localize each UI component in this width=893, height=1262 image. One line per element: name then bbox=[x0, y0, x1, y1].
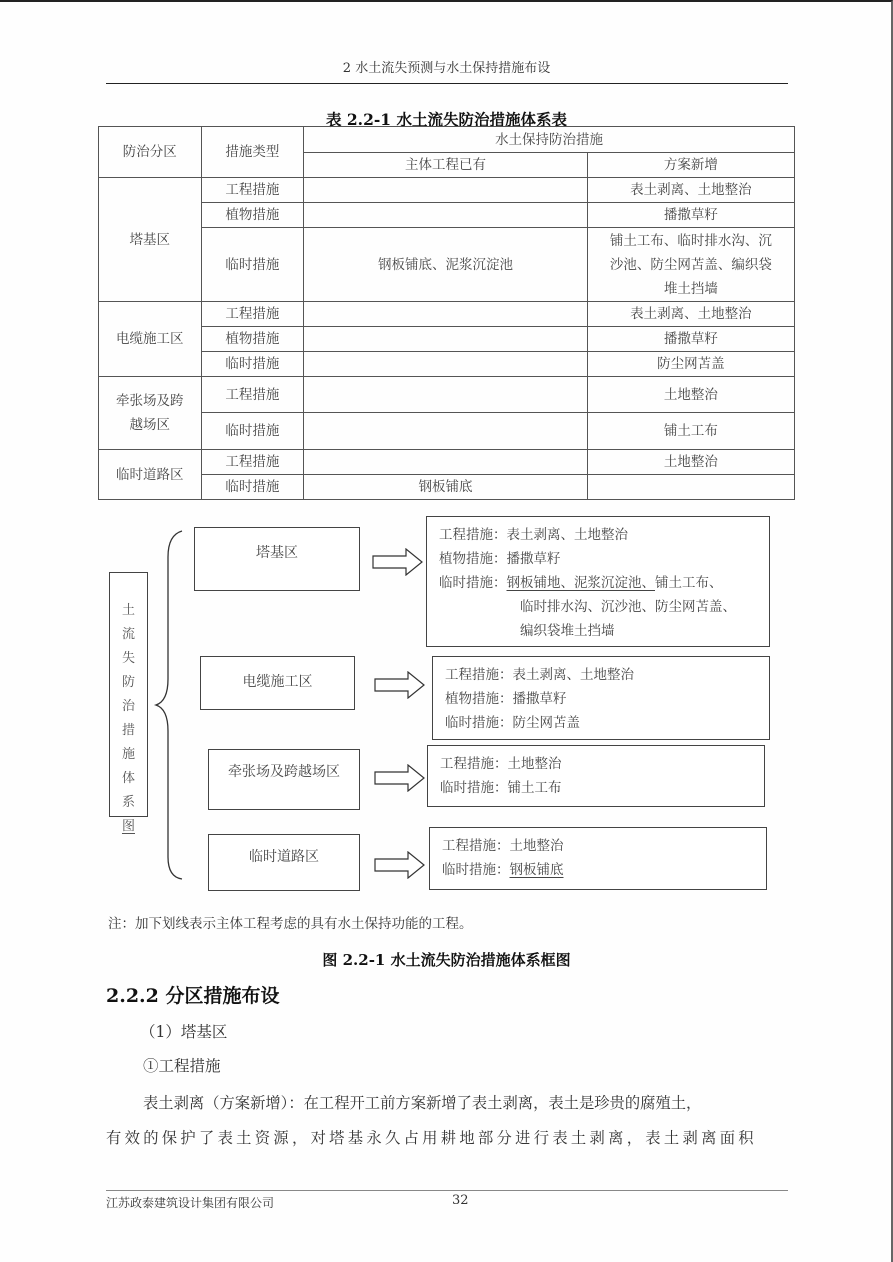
new-cell-line: 沙池、防尘网苫盖、编织袋 bbox=[609, 256, 772, 273]
footer-company: 江苏政泰建筑设计集团有限公司 bbox=[106, 1196, 275, 1210]
table-row bbox=[99, 327, 795, 352]
existing-cell bbox=[304, 413, 588, 450]
detail-box-road bbox=[429, 827, 767, 890]
zone-box-tension: 牵张场及跨越场区 bbox=[208, 749, 360, 810]
table-row bbox=[99, 450, 795, 475]
zone-cell: 临时道路区 bbox=[99, 450, 202, 500]
zone-box-road: 临时道路区 bbox=[208, 834, 360, 891]
existing-cell bbox=[304, 203, 588, 228]
zone-box-cable: 电缆施工区 bbox=[200, 656, 355, 710]
header-existing: 主体工程已有 bbox=[304, 153, 588, 178]
measure-label: 临时措施： bbox=[439, 575, 507, 591]
existing-cell bbox=[304, 302, 588, 327]
running-header: 2 水土流失预测与水土保持措施布设 bbox=[342, 61, 551, 76]
new-cell bbox=[587, 475, 794, 500]
type-cell: 临时措施 bbox=[201, 413, 304, 450]
new-cell: 土地整治 bbox=[587, 377, 794, 413]
footer-rule bbox=[106, 1190, 788, 1191]
detail-box-tension bbox=[427, 745, 765, 807]
root-char: 流 bbox=[121, 627, 135, 642]
table-row bbox=[99, 413, 795, 450]
new-cell: 铺土工布 bbox=[587, 413, 794, 450]
measure-text: 播撒草籽 bbox=[512, 691, 567, 707]
existing-cell bbox=[304, 377, 588, 413]
measure-label: 工程措施： bbox=[440, 756, 508, 772]
page-number: 32 bbox=[452, 1193, 469, 1208]
arrow-right-icon bbox=[374, 764, 426, 792]
measure-text: 临时排水沟、沉沙池、防尘网苫盖、 bbox=[520, 599, 736, 615]
table-row bbox=[99, 203, 795, 228]
existing-cell bbox=[304, 352, 588, 377]
type-cell: 临时措施 bbox=[201, 475, 304, 500]
type-cell: 工程措施 bbox=[201, 450, 304, 475]
table-row bbox=[99, 352, 795, 377]
measure-text-underlined: 钢板铺地、泥浆沉淀池、 bbox=[506, 575, 655, 591]
subsection-heading: （1）塔基区 bbox=[140, 1023, 228, 1041]
new-cell: 土地整治 bbox=[587, 450, 794, 475]
table-row bbox=[99, 228, 795, 302]
measure-label: 工程措施： bbox=[439, 527, 507, 543]
type-cell: 植物措施 bbox=[201, 327, 304, 352]
diagram-note: 注：加下划线表示主体工程考虑的具有水土保持功能的工程。 bbox=[108, 916, 473, 932]
root-char: 防 bbox=[121, 675, 135, 690]
header-type: 措施类型 bbox=[201, 127, 304, 178]
root-char: 图 bbox=[121, 819, 135, 834]
sub-subsection-heading: ①工程措施 bbox=[143, 1057, 221, 1075]
measure-text: 土地整治 bbox=[507, 756, 562, 772]
arrow-right-icon bbox=[374, 851, 426, 879]
figure-title: 图 2.2-1 水土流失防治措施体系框图 bbox=[322, 951, 571, 969]
zone-cell: 塔基区 bbox=[99, 178, 202, 302]
zone-cell-line: 牵张场及跨 bbox=[116, 393, 184, 409]
measure-label: 工程措施： bbox=[442, 838, 510, 854]
measure-text: 表土剥离、土地整治 bbox=[512, 667, 634, 683]
measure-label: 工程措施： bbox=[445, 667, 513, 683]
arrow-right-icon bbox=[372, 548, 424, 576]
existing-cell bbox=[304, 327, 588, 352]
root-char: 体 bbox=[121, 771, 135, 786]
measure-text: 表土剥离、土地整治 bbox=[506, 527, 628, 543]
existing-cell bbox=[304, 450, 588, 475]
zone-box-taji: 塔基区 bbox=[194, 527, 360, 591]
body-paragraph-line: 有效的保护了表土资源，对塔基永久占用耕地部分进行表土剥离，表土剥离面积 bbox=[106, 1129, 757, 1147]
root-label-box bbox=[109, 572, 148, 834]
measure-label: 临时措施： bbox=[445, 715, 513, 731]
measure-label: 植物措施： bbox=[445, 691, 513, 707]
root-char: 治 bbox=[121, 699, 135, 714]
header-rule bbox=[106, 83, 788, 84]
new-cell: 防尘网苫盖 bbox=[587, 352, 794, 377]
measure-label: 植物措施： bbox=[439, 551, 507, 567]
root-char: 措 bbox=[121, 723, 135, 738]
type-cell: 工程措施 bbox=[201, 302, 304, 327]
measure-text: 铺土工布 bbox=[507, 780, 562, 796]
measure-text: 土地整治 bbox=[509, 838, 564, 854]
measure-text: 防尘网苫盖 bbox=[512, 715, 580, 731]
table-row bbox=[99, 178, 795, 203]
measure-label: 临时措施： bbox=[442, 862, 510, 878]
existing-cell: 钢板铺底、泥浆沉淀池 bbox=[304, 228, 588, 302]
root-char: 系 bbox=[121, 795, 135, 810]
measures-table bbox=[98, 126, 795, 500]
header-measures: 水土保持防治措施 bbox=[304, 127, 795, 153]
type-cell: 临时措施 bbox=[201, 228, 304, 302]
brace-icon bbox=[150, 527, 195, 882]
zone-cell: 电缆施工区 bbox=[99, 302, 202, 377]
section-heading: 2.2.2 分区措施布设 bbox=[106, 985, 280, 1007]
measure-text: 播撒草籽 bbox=[506, 551, 561, 567]
root-char: 施 bbox=[121, 747, 135, 762]
measure-text-underlined: 钢板铺底 bbox=[509, 862, 564, 878]
table-row bbox=[99, 377, 795, 413]
arrow-right-icon bbox=[374, 671, 426, 699]
new-cell-line: 铺土工布、临时排水沟、沉 bbox=[609, 232, 772, 249]
existing-cell: 钢板铺底 bbox=[304, 475, 588, 500]
type-cell: 工程措施 bbox=[201, 377, 304, 413]
new-cell: 播撒草籽 bbox=[587, 203, 794, 228]
type-cell: 临时措施 bbox=[201, 352, 304, 377]
table-row bbox=[99, 475, 795, 500]
measure-text: 编织袋堆土挡墙 bbox=[520, 623, 615, 639]
new-cell: 表土剥离、土地整治 bbox=[587, 302, 794, 327]
body-paragraph-line: 表土剥离（方案新增）：在工程开工前方案新增了表土剥离，表土是珍贵的腐殖土， bbox=[143, 1094, 702, 1112]
new-cell: 表土剥离、土地整治 bbox=[587, 178, 794, 203]
root-char: 土 bbox=[121, 603, 135, 618]
type-cell: 植物措施 bbox=[201, 203, 304, 228]
header-new: 方案新增 bbox=[587, 153, 794, 178]
table-title: 表 2.2-1 水土流失防治措施体系表 bbox=[326, 110, 567, 129]
table-row bbox=[99, 302, 795, 327]
measure-label: 临时措施： bbox=[440, 780, 508, 796]
new-cell: 播撒草籽 bbox=[587, 327, 794, 352]
header-zone: 防治分区 bbox=[99, 127, 202, 178]
type-cell: 工程措施 bbox=[201, 178, 304, 203]
zone-cell bbox=[99, 377, 202, 450]
detail-box-cable bbox=[432, 656, 770, 740]
zone-cell-line: 越场区 bbox=[129, 417, 171, 433]
measure-text: 铺土工布、 bbox=[655, 575, 723, 591]
new-cell bbox=[587, 228, 794, 302]
root-char: 失 bbox=[121, 651, 135, 666]
detail-box-taji bbox=[426, 516, 770, 647]
existing-cell bbox=[304, 178, 588, 203]
new-cell-line: 堆土挡墙 bbox=[663, 280, 718, 297]
